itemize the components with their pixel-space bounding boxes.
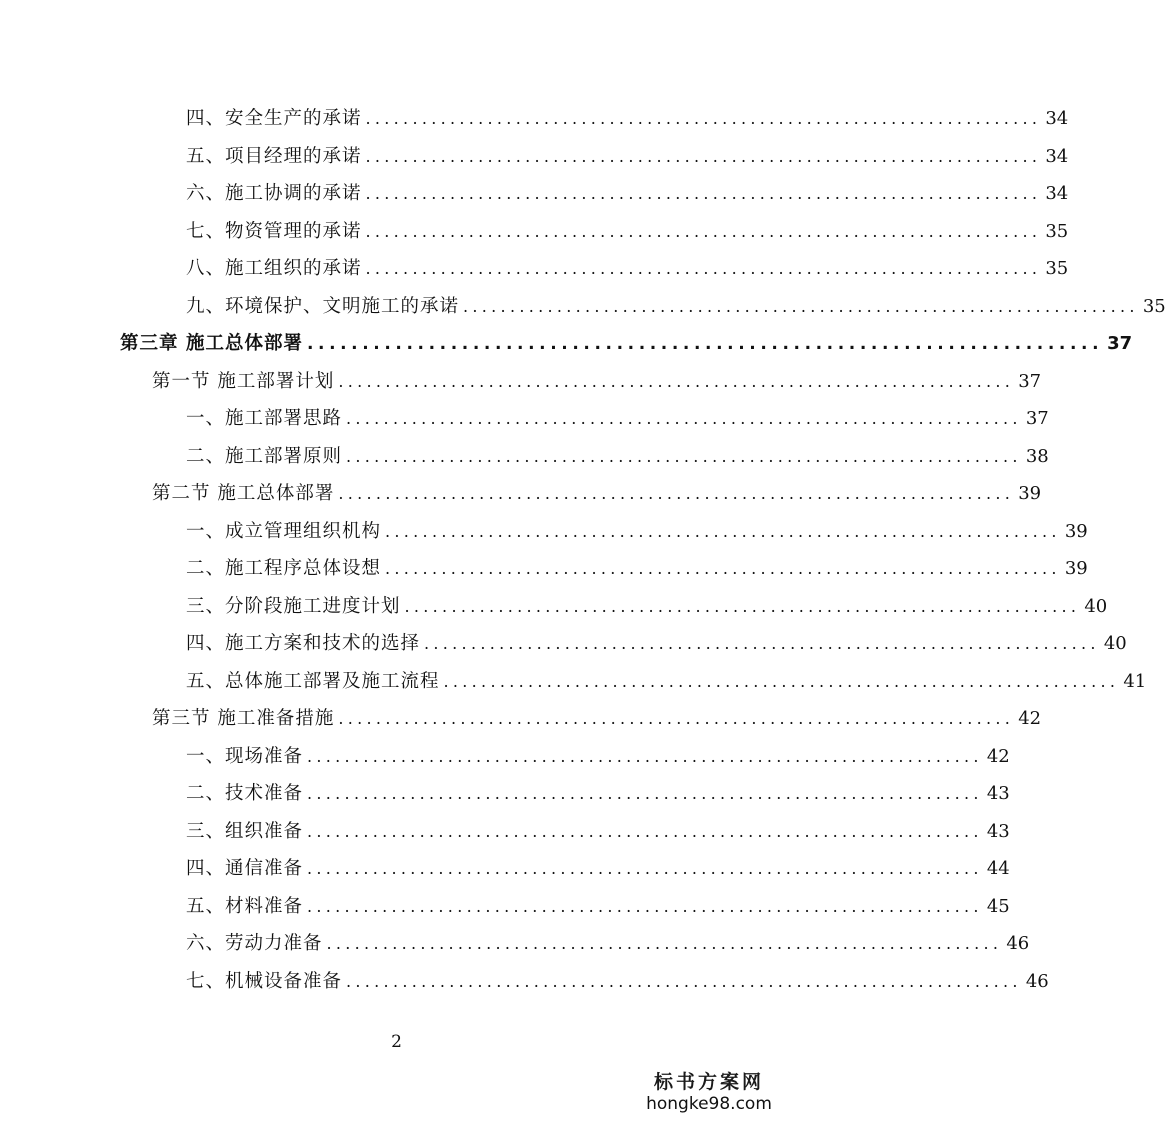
toc-entry-title: 六、劳动力准备 (186, 933, 323, 954)
toc-entry-page: 40 (1084, 595, 1108, 617)
watermark (639, 1070, 779, 1114)
toc-dot-leader: ........................................................................ (463, 296, 1139, 316)
toc-entry-page: 45 (986, 895, 1010, 917)
toc-entry-page: 46 (1025, 970, 1049, 992)
toc-entry-item[interactable] (186, 288, 1166, 326)
toc-entry-page: 39 (1064, 558, 1088, 579)
toc-entry-page: 34 (1045, 183, 1069, 204)
toc-entry-page: 39 (1018, 483, 1042, 504)
toc-dot-leader: ........................................................................ (338, 709, 1015, 728)
toc-entry-item[interactable] (186, 250, 1069, 288)
toc-dot-leader: ........................................................................ (443, 671, 1120, 691)
toc-entry-title: 八、施工组织的承诺 (186, 258, 362, 279)
toc-dot-leader: ........................................................................ (307, 784, 983, 803)
toc-entry-page: 40 (1103, 633, 1127, 654)
toc-dot-leader: ........................................................................ (365, 109, 1042, 128)
toc-entry-title: 一、施工部署思路 (186, 408, 343, 429)
toc-dot-leader: ........................................................................ (338, 484, 1015, 503)
toc-entry-item[interactable] (186, 850, 1010, 888)
toc-entry-title: 五、材料准备 (186, 895, 304, 917)
toc-entry-item[interactable] (186, 888, 1010, 926)
toc-entry-page: 37 (1025, 408, 1049, 429)
toc-entry-page: 42 (1018, 708, 1042, 729)
toc-entry-title: 二、施工部署原则 (186, 445, 343, 467)
toc-entry-title: 第三节 施工准备措施 (152, 708, 335, 729)
toc-entry-title: 六、施工协调的承诺 (186, 183, 362, 204)
toc-entry-page: 39 (1064, 520, 1088, 542)
toc-entry-item[interactable] (186, 775, 1010, 813)
toc-dot-leader: ........................................................................ (385, 521, 1061, 541)
toc-entry-page: 42 (986, 745, 1010, 767)
toc-dot-leader: ........................................................................ (346, 409, 1022, 428)
toc-dot-leader: ........................................................................ (385, 559, 1061, 578)
toc-entry-title: 第二节 施工总体部署 (152, 483, 335, 504)
toc-entry-title: 九、环境保护、文明施工的承诺 (186, 295, 460, 317)
toc-entry-title: 三、分阶段施工进度计划 (186, 595, 401, 617)
toc-dot-leader: ........................................................................ (424, 634, 1100, 653)
toc-entry-item[interactable] (186, 513, 1088, 551)
toc-entry-item[interactable] (186, 663, 1147, 701)
toc-entry-item[interactable] (186, 138, 1069, 176)
toc-entry-title: 第一节 施工部署计划 (152, 370, 335, 392)
toc-entry-title: 四、通信准备 (186, 858, 304, 879)
toc-entry-title: 七、物资管理的承诺 (186, 220, 362, 242)
toc-entry-title: 一、现场准备 (186, 745, 304, 767)
toc-entry-item[interactable] (186, 175, 1069, 213)
toc-entry-page: 44 (986, 858, 1010, 879)
toc-dot-leader: ........................................................................ (307, 821, 983, 841)
toc-dot-leader: ........................................................................ (365, 221, 1042, 241)
toc-entry-title: 七、机械设备准备 (186, 970, 343, 992)
toc-entry-item[interactable] (186, 963, 1049, 1001)
toc-dot-leader: ........................................................................ (404, 596, 1081, 616)
toc-dot-leader: ........................................................................ (365, 184, 1042, 203)
toc-entry-item[interactable] (186, 400, 1049, 438)
toc-entry-item[interactable] (186, 100, 1069, 138)
toc-entry-item[interactable] (186, 738, 1010, 776)
toc-dot-leader: ........................................................................ (346, 971, 1022, 991)
toc-dot-leader: ........................................................................ (338, 371, 1015, 391)
toc-dot-leader: ........................................................................ (326, 934, 1003, 953)
toc-entry-title: 四、施工方案和技术的选择 (186, 633, 421, 654)
toc-dot-leader: ........................................................................ (306, 334, 1104, 354)
toc-dot-leader: ........................................................................ (365, 259, 1042, 278)
toc-entry-page: 46 (1006, 933, 1030, 954)
toc-entry-item[interactable] (186, 550, 1088, 588)
toc-entry-item[interactable] (186, 813, 1010, 851)
watermark-text-cn: 标书方案网 (653, 1071, 764, 1093)
toc-dot-leader: ........................................................................ (307, 859, 983, 878)
toc-entry-title: 二、技术准备 (186, 783, 304, 804)
toc-dot-leader: ........................................................................ (346, 446, 1022, 466)
toc-entry-item[interactable] (186, 625, 1127, 663)
watermark-text-en: hongke98.com (646, 1094, 772, 1114)
toc-entry-title: 二、施工程序总体设想 (186, 558, 382, 579)
toc-entry-page: 37 (1107, 333, 1133, 354)
toc-dot-leader: ........................................................................ (307, 746, 983, 766)
toc-entry-section[interactable] (152, 700, 1042, 738)
toc-entry-page: 43 (986, 783, 1010, 804)
toc-entry-title: 五、总体施工部署及施工流程 (186, 670, 440, 692)
page-number: 2 (391, 1032, 402, 1052)
toc-entry-item[interactable] (186, 925, 1030, 963)
toc-entry-chapter[interactable] (120, 325, 1133, 363)
toc-entry-page: 35 (1045, 220, 1069, 242)
toc-dot-leader: ........................................................................ (365, 146, 1042, 166)
toc-entry-page: 38 (1025, 445, 1049, 467)
toc-entry-title: 一、成立管理组织机构 (186, 520, 382, 542)
toc-entry-title: 四、安全生产的承诺 (186, 108, 362, 129)
toc-entry-title: 第三章 施工总体部署 (120, 333, 303, 354)
toc-entry-page: 41 (1123, 670, 1147, 692)
toc-entry-page: 43 (986, 820, 1010, 842)
toc-entry-section[interactable] (152, 363, 1042, 401)
toc-entry-page: 34 (1045, 108, 1069, 129)
toc-entry-page: 35 (1045, 258, 1069, 279)
toc-entry-page: 35 (1142, 295, 1166, 317)
toc-entry-item[interactable] (186, 438, 1049, 476)
toc-entry-title: 三、组织准备 (186, 820, 304, 842)
toc-entry-item[interactable] (186, 213, 1069, 251)
toc-entry-page: 34 (1045, 145, 1069, 167)
toc-dot-leader: ........................................................................ (307, 896, 983, 916)
toc-entry-item[interactable] (186, 588, 1108, 626)
toc-entry-page: 37 (1018, 370, 1042, 392)
toc-entry-section[interactable] (152, 475, 1042, 513)
toc-entry-title: 五、项目经理的承诺 (186, 145, 362, 167)
